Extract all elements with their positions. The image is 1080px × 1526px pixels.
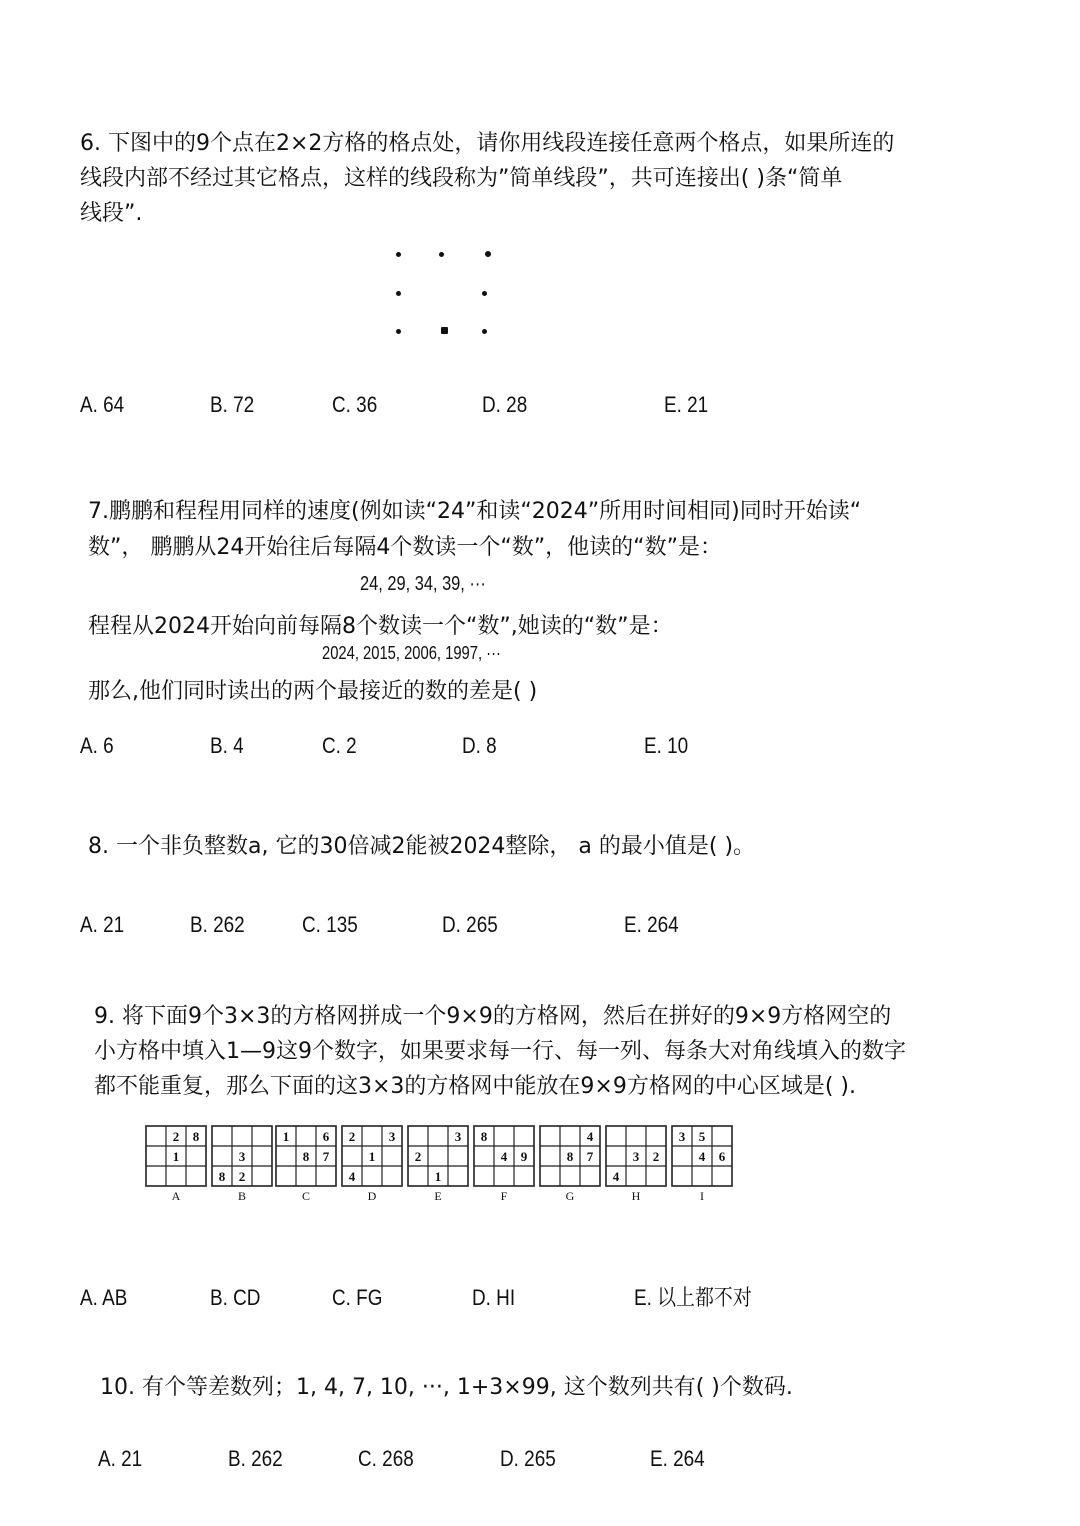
q8-option-b[interactable]: B. 262 — [190, 912, 245, 937]
grid-label: I — [700, 1189, 704, 1203]
grid-e — [408, 1126, 468, 1203]
grid-g — [540, 1126, 600, 1203]
grid-cell-number: 3 — [678, 1129, 686, 1144]
q6-text-line-2: 线段内部不经过其它格点，这样的线段称为”简单线段”，共可连接出( )条“简单 — [80, 166, 843, 191]
q9-option-c[interactable]: C. FG — [332, 1285, 383, 1310]
grid-cell-number: 1 — [434, 1169, 442, 1184]
grid-cell-number: 2 — [172, 1129, 180, 1144]
q9-text-line-3: 都不能重复，那么下面的这3×3的方格网中能放在9×9方格网的中心区域是( ). — [94, 1074, 857, 1099]
grid-cell-number: 2 — [238, 1169, 246, 1184]
grid-cell-number: 2 — [348, 1129, 356, 1144]
grid-cell-number: 6 — [322, 1129, 330, 1144]
q7-text-line-4: 那么,他们同时读出的两个最接近的数的差是( ) — [88, 679, 538, 704]
q9-option-e[interactable]: E. 以上都不对 — [634, 1285, 752, 1310]
q6-option-e[interactable]: E. 21 — [664, 392, 709, 417]
grid-cell-number: 3 — [238, 1149, 246, 1164]
grid-cell-number: 3 — [632, 1149, 640, 1164]
q9-option-b[interactable]: B. CD — [210, 1285, 261, 1310]
grid-label: A — [171, 1189, 181, 1203]
q8-option-e[interactable]: E. 264 — [624, 912, 679, 937]
q8-text: 8. 一个非负整数a, 它的30倍减2能被2024整除， a 的最小值是( )。 — [88, 834, 756, 859]
grid-cell-number: 2 — [652, 1149, 660, 1164]
q7-sequence-chengcheng: 2024, 2015, 2006, 1997, ··· — [322, 643, 501, 663]
grid-cell-number: 3 — [388, 1129, 396, 1144]
q6-option-d[interactable]: D. 28 — [482, 392, 528, 417]
q9-text-line-1: 9. 将下面9个3×3的方格网拼成一个9×9的方格网，然后在拼好的9×9方格网空的 — [94, 1004, 892, 1029]
grid-c — [276, 1126, 336, 1203]
grid-b — [212, 1126, 272, 1203]
q8-option-d[interactable]: D. 265 — [442, 912, 498, 937]
grid-cell-number: 8 — [192, 1129, 200, 1144]
q6-option-a[interactable]: A. 64 — [80, 392, 125, 417]
grid-cell-number: 4 — [348, 1169, 356, 1184]
grid-cell-number: 2 — [414, 1149, 422, 1164]
grid-h — [606, 1126, 666, 1203]
q10-text: 10. 有个等差数列；1, 4, 7, 10, ···, 1+3×99, 这个数列共有( )个数码. — [100, 1375, 793, 1400]
q8-option-c[interactable]: C. 135 — [302, 912, 358, 937]
grid-cell-number: 4 — [612, 1169, 620, 1184]
grid-cell-number: 5 — [698, 1129, 706, 1144]
grid-cell-number: 1 — [368, 1149, 376, 1164]
q6-text-line-1: 6. 下图中的9个点在2×2方格的格点处，请你用线段连接任意两个格点，如果所连的 — [80, 131, 895, 156]
q7-text-line-3: 程程从2024开始向前每隔8个数读一个“数”,她读的“数”是： — [88, 614, 673, 639]
grid-cell-number: 4 — [586, 1129, 594, 1144]
q7-option-a[interactable]: A. 6 — [80, 733, 114, 758]
q9-option-a[interactable]: A. AB — [80, 1285, 128, 1310]
grid-cell-number: 7 — [322, 1149, 330, 1164]
grid-cell-number: 7 — [586, 1149, 594, 1164]
grid-cell-number: 6 — [718, 1149, 726, 1164]
grid-label: D — [367, 1189, 377, 1203]
grid-i — [672, 1126, 732, 1203]
grid-label: C — [301, 1189, 311, 1203]
grid-label: E — [434, 1189, 442, 1203]
q10-option-c[interactable]: C. 268 — [358, 1446, 414, 1471]
grid-cell-number: 8 — [480, 1129, 488, 1144]
grid-cell-number: 4 — [500, 1149, 508, 1164]
q10-option-d[interactable]: D. 265 — [500, 1446, 556, 1471]
q6-option-b[interactable]: B. 72 — [210, 392, 255, 417]
grid-d — [342, 1126, 402, 1203]
q7-option-c[interactable]: C. 2 — [322, 733, 357, 758]
q7-option-e[interactable]: E. 10 — [644, 733, 689, 758]
q10-option-b[interactable]: B. 262 — [228, 1446, 283, 1471]
grid-label: G — [565, 1189, 575, 1203]
grid-cell-number: 8 — [302, 1149, 310, 1164]
q7-option-b[interactable]: B. 4 — [210, 733, 244, 758]
grid-label: H — [631, 1189, 641, 1203]
grid-cell-number: 4 — [698, 1149, 706, 1164]
q7-option-d[interactable]: D. 8 — [462, 733, 497, 758]
grid-cell-number: 3 — [454, 1129, 462, 1144]
grid-cell-number: 8 — [566, 1149, 574, 1164]
q6-text-line-3: 线段”. — [80, 201, 143, 226]
grid-f — [474, 1126, 534, 1203]
q6-option-c[interactable]: C. 36 — [332, 392, 378, 417]
q10-option-a[interactable]: A. 21 — [98, 1446, 143, 1471]
q7-sequence-pengpeng: 24, 29, 34, 39, ··· — [360, 573, 486, 595]
q8-option-a[interactable]: A. 21 — [80, 912, 125, 937]
grid-cell-number: 8 — [218, 1169, 226, 1184]
q9-text-line-2: 小方格中填入1—9这9个数字，如果要求每一行、每一列、每条大对角线填入的数字 — [94, 1039, 906, 1064]
grid-cell-number: 1 — [172, 1149, 180, 1164]
q7-text-line-1: 7.鹏鹏和程程用同样的速度(例如读“24”和读“2024”所用时间相同)同时开始读“ — [88, 499, 862, 524]
grid-label: B — [237, 1189, 247, 1203]
q9-option-d[interactable]: D. HI — [472, 1285, 516, 1310]
q7-text-line-2: 数”， 鹏鹏从24开始往后每隔4个数读一个“数”，他读的“数”是： — [88, 535, 722, 560]
q10-option-e[interactable]: E. 264 — [650, 1446, 705, 1471]
grid-cell-number: 9 — [520, 1149, 528, 1164]
grid-cell-number: 1 — [282, 1129, 290, 1144]
grid-a — [146, 1126, 206, 1203]
grid-label: F — [500, 1189, 508, 1203]
